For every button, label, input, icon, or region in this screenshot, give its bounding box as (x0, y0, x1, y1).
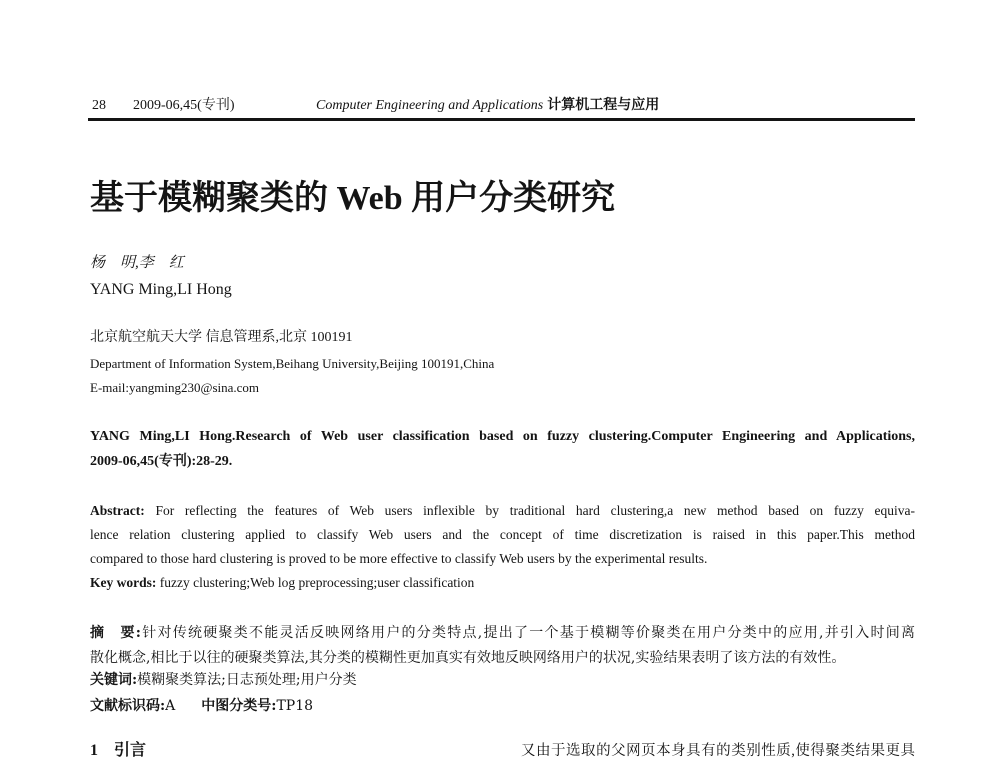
abstract-cn-line (90, 623, 915, 643)
abstract-en-line: lence relation clustering applied to classify Web users and the concept of time discretization is raised in this paper.This method (90, 527, 915, 542)
doc-code-label: 文献标识码: (90, 698, 166, 714)
citation-line: YANG Ming,LI Hong.Research of Web user classification based on fuzzy clustering.Computer Engineering and Applications, (90, 429, 915, 444)
issue-info: 2009-06,45(专刊) (133, 98, 235, 113)
journal-name-cn: 计算机工程与应用 (547, 98, 660, 113)
abstract-en-text: For reflecting the features of Web users inflexible by traditional hard clustering,a new method based on fuzzy equiva- (155, 503, 915, 518)
abstract-cn-line: 散化概念,相比于以往的硬聚类算法,其分类的模糊性更加真实有效地反映网络用户的状况,实验结果表明了该方法的有效性。 (90, 650, 846, 666)
running-header (90, 96, 915, 116)
journal-name (316, 96, 659, 116)
keywords-en-text: fuzzy clustering;Web log preprocessing;user classification (159, 575, 475, 590)
affiliation-english: Department of Information System,Beihang University,Beijing 100191,China (90, 356, 495, 371)
abstract-en-line (90, 501, 915, 521)
body-right-column-line: 又由于选取的父网页本身具有的类别性质,使得聚类结果更具 (521, 743, 915, 759)
section-heading: 1 引言 (90, 742, 147, 759)
header-rule (88, 118, 915, 121)
page-number: 28 (92, 98, 106, 113)
keywords-en-label: Key words: (90, 575, 157, 590)
classification-codes (90, 696, 313, 716)
keywords-cn-text: 模糊聚类算法;日志预处理;用户分类 (137, 672, 357, 688)
clc-code: TP18 (276, 698, 314, 714)
author-email: E-mail:yangming230@sina.com (90, 380, 260, 395)
authors-chinese: 杨 明,李 红 (90, 255, 184, 271)
citation-line: 2009-06,45(专刊):28-29. (90, 454, 233, 469)
abstract-en-line: compared to those hard clustering is proved to be more effective to classify Web users by the experimental results. (90, 551, 708, 566)
paper-title: 基于模糊聚类的 Web 用户分类研究 (90, 180, 616, 217)
abstract-cn-label: 摘 要: (90, 625, 141, 641)
keywords-en (90, 573, 915, 593)
clc-label: 中图分类号: (201, 698, 277, 714)
keywords-cn (90, 670, 357, 690)
abstract-cn-text: 针对传统硬聚类不能灵活反映网络用户的分类特点,提出了一个基于模糊等价聚类在用户分类中的应用,并引入时间离 (140, 625, 915, 641)
journal-name-en: Computer Engineering and Applications (316, 98, 544, 113)
affiliation-chinese: 北京航空航天大学 信息管理系,北京 100191 (90, 330, 353, 345)
doc-code: A (165, 698, 176, 714)
keywords-cn-label: 关键词: (90, 672, 138, 688)
abstract-en-label: Abstract: (90, 503, 145, 518)
authors-english: YANG Ming,LI Hong (90, 281, 232, 298)
